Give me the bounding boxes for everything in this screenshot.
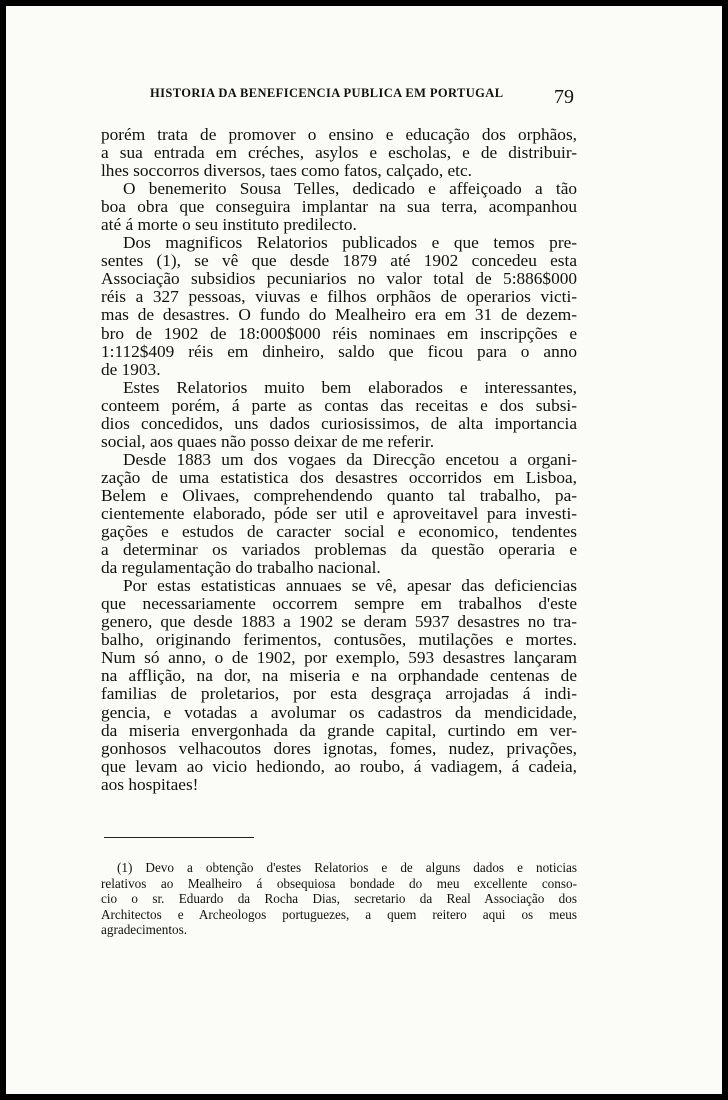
page-number: 79 [554,86,574,108]
body-line: aos hospitaes! [101,774,199,794]
body-line: da regulamentação do trabalho nacional. [101,558,381,578]
body-line: a sua entrada em créches, asylos e escholas, e de distribuir- [101,143,577,163]
body-line: Num só anno, o de 1902, por exemplo, 593 desastres lançaram [101,648,577,668]
body-line: gencia, e votadas a avolumar os cadastros da mendicidade, [101,702,577,722]
body-line: Desde 1883 um dos vogaes da Direcção encetou a organi- [123,449,577,469]
body-line: que necessariamente occorrem sempre em trabalhos d'este [101,594,577,614]
body-line: até á morte o seu instituto predilecto. [101,215,357,235]
running-title: HISTORIA DA BENEFICENCIA PUBLICA EM PORTUGAL [150,86,504,100]
body-line: a determinar os variados problemas da questão operaria e [101,540,577,560]
body-line: Associação subsidios pecuniarios no valor total de 5:886$000 [101,269,577,289]
body-line: porém trata de promover o ensino e educação dos orphãos, [101,125,577,144]
book-page [6,6,722,1094]
footnote-line: relativos ao Mealheiro á obsequiosa bondade do meu excellente conso- [101,875,577,891]
body-line: balho, originando ferimentos, contusões, mutilações e mortes. [101,630,577,650]
body-line: O benemerito Sousa Telles, dedicado e affeiçoado a tão [123,179,577,199]
body-line: boa obra que conseguira implantar na sua terra, acompanhou [101,197,577,217]
body-line: Belem e Olivaes, comprehendendo quanto tal trabalho, pa- [101,485,577,505]
footnote-line: cio o sr. Eduardo da Rocha Dias, secretario da Real Associação dos [101,891,577,906]
footnote-line: (1) Devo a obtenção d'estes Relatorios e de alguns dados e noticias [117,860,577,875]
body-line: social, aos quaes não posso deixar de me referir. [101,431,435,451]
footnote-separator [104,837,254,838]
body-line: Estes Relatorios muito bem elaborados e interessantes, [123,377,577,397]
body-line: mas de desastres. O fundo do Mealheiro era em 31 de dezem- [101,305,577,325]
body-line: gações e estudos de caracter social e economico, tendentes [101,522,577,542]
body-line: que levam ao vicio hediondo, ao roubo, á vadiagem, á cadeia, [101,756,577,776]
body-line: lhes soccorros diversos, taes como fatos, calçado, etc. [101,161,472,181]
body-line: Dos magnificos Relatorios publicados e que temos pre- [123,233,577,253]
footnote-line: Architectos e Archeologos portuguezes, a quem reitero aqui os meus [101,906,577,922]
body-line: gonhosos velhacoutos dores ignotas, fomes, nudez, privações, [101,738,577,758]
body-line: dios concedidos, uns dados curiosissimos, de alta importancia [101,413,577,433]
body-line: de 1903. [101,359,161,379]
body-text [101,126,577,794]
body-line: sentes (1), se vê que desde 1879 até 1902 concedeu esta [101,251,577,271]
body-line: Por estas estatisticas annuaes se vê, apesar das deficiencias [123,576,577,596]
running-header [150,86,620,101]
body-line: na afflição, na dor, na miseria e na orphandade centenas de [101,666,577,686]
footnote [101,860,577,938]
body-line: genero, que desde 1883 a 1902 se deram 5937 desastres no tra- [101,612,577,632]
body-line: cientemente elaborado, póde ser util e aproveitavel para investi- [101,503,577,523]
body-line: conteem porém, á parte as contas das receitas e dos subsi- [101,395,577,415]
body-line: bro de 1902 de 18:000$000 réis nominaes em inscripções e [101,323,577,343]
body-line: zação de uma estatistica dos desastres occorridos em Lisboa, [101,467,577,487]
body-line: 1:112$409 réis em dinheiro, saldo que ficou para o anno [101,341,577,361]
body-line: réis a 327 pessoas, viuvas e filhos orphãos de operarios victi- [101,287,577,307]
footnote-line: agradecimentos. [101,922,188,937]
body-line: familias de proletarios, por esta desgraça arrojadas á indi- [101,684,577,704]
body-line: da miseria envergonhada da grande capital, curtindo em ver- [101,720,577,740]
